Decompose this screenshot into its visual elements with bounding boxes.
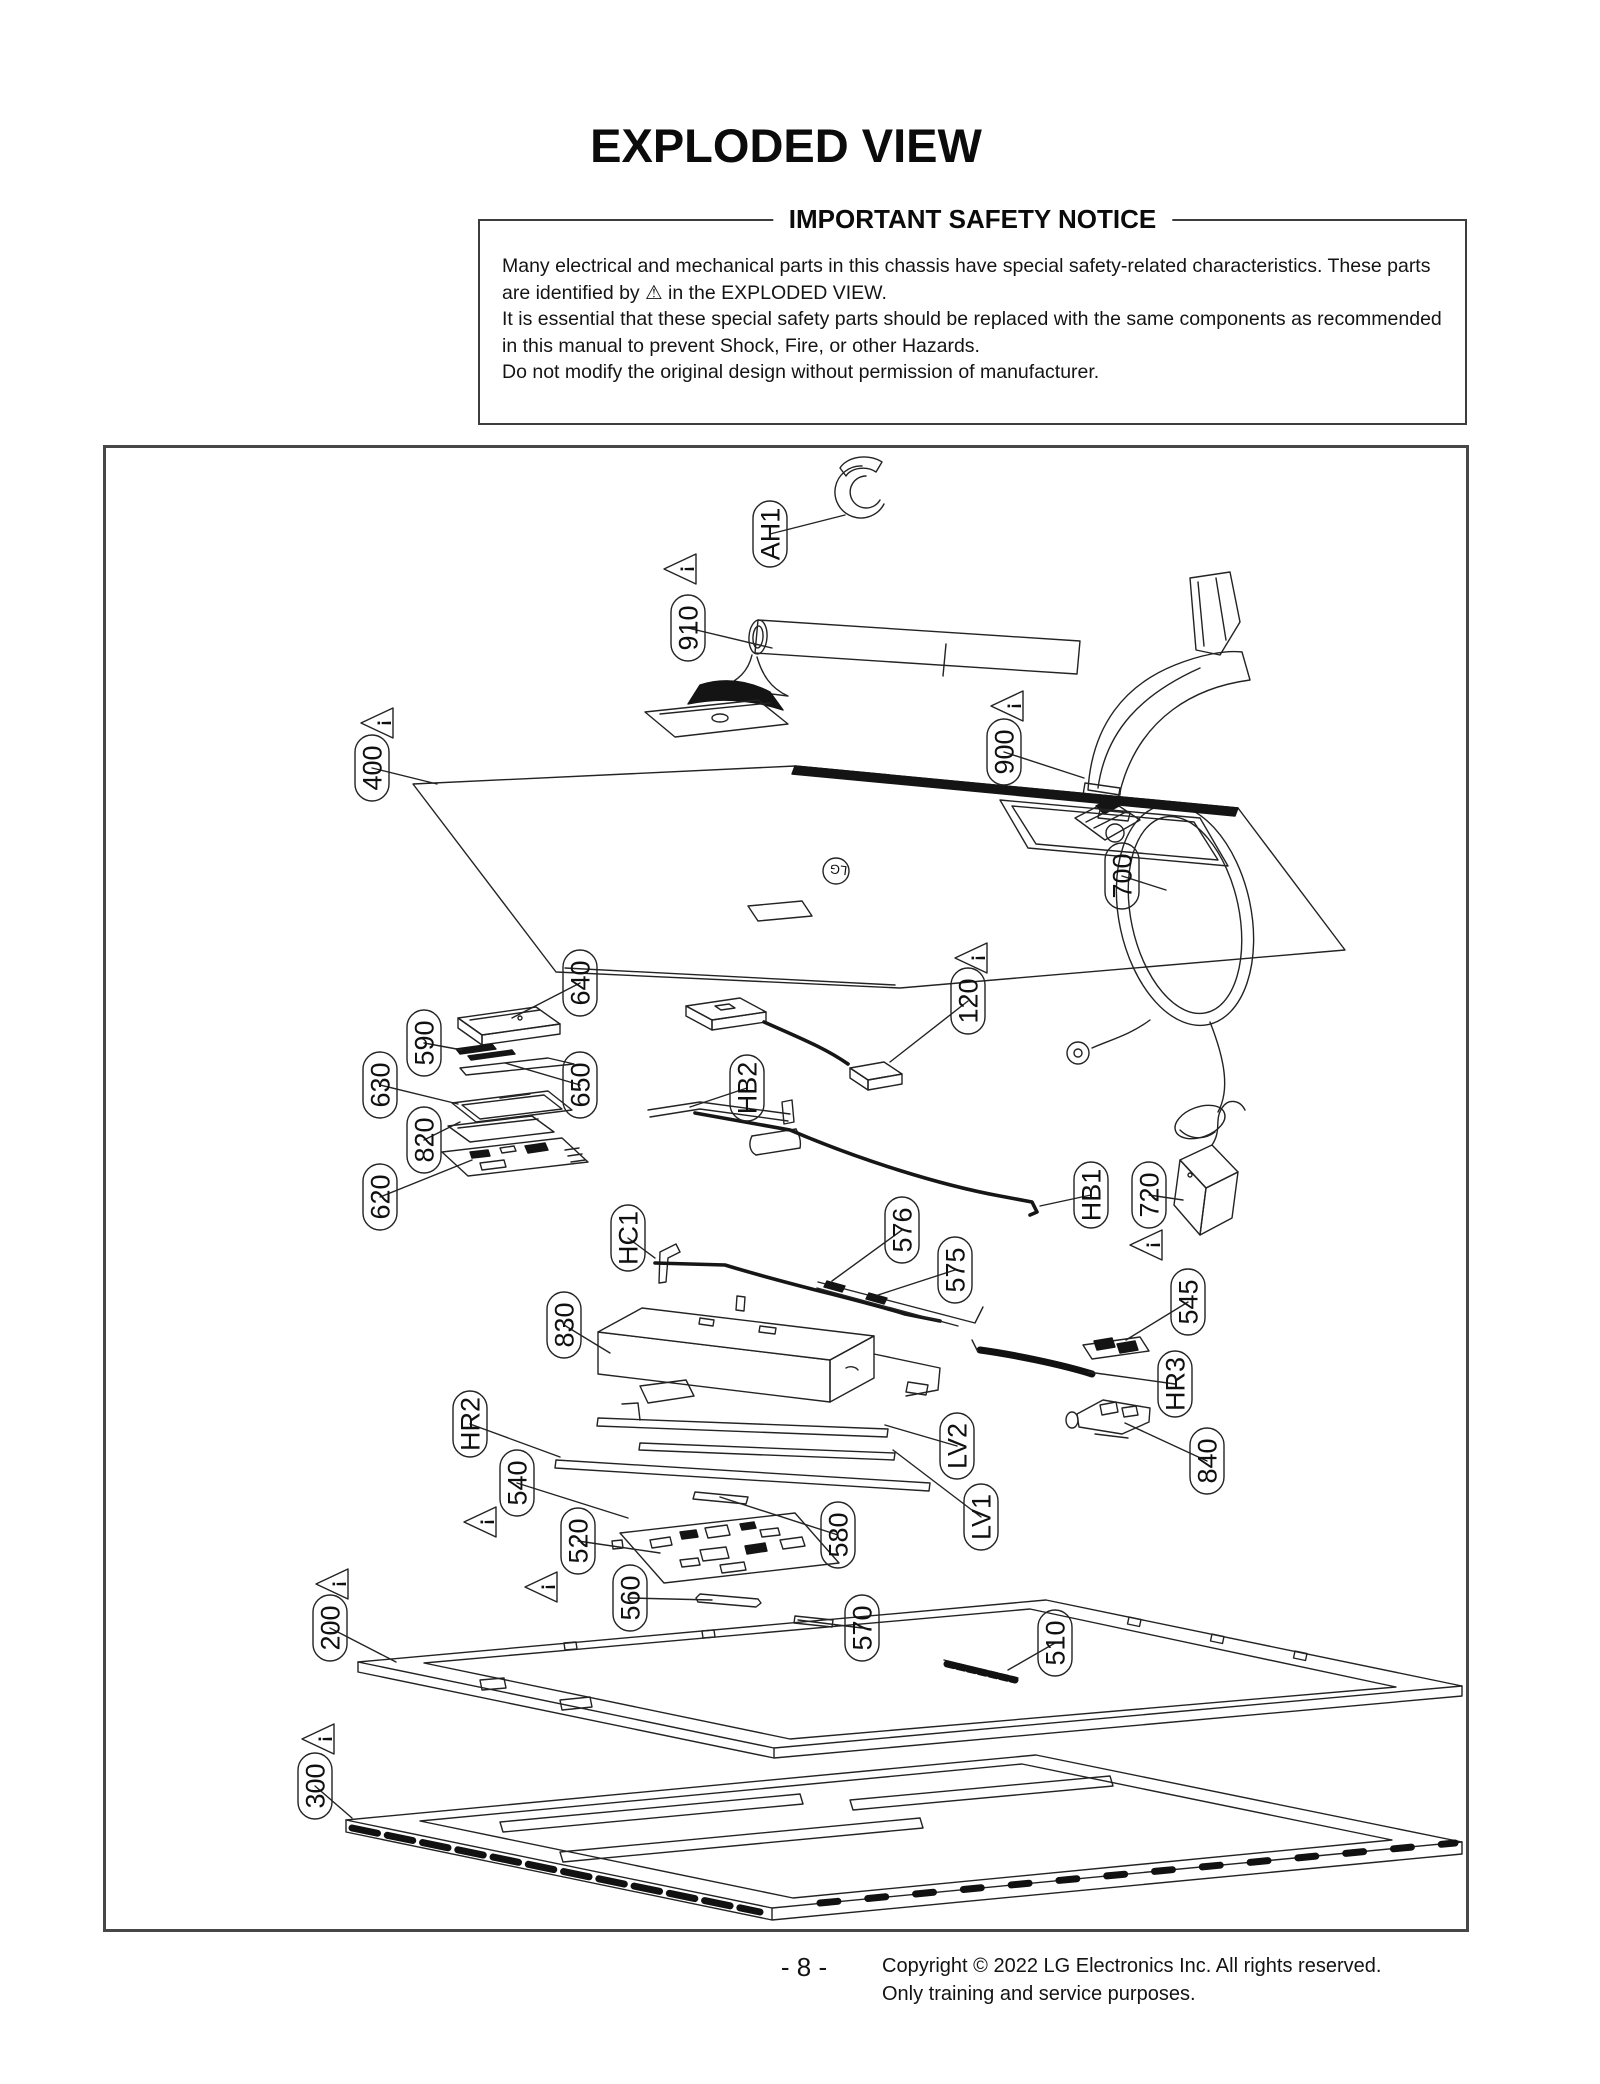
strips-590-650-art [456, 1044, 574, 1075]
safety-notice-title: IMPORTANT SAFETY NOTICE [773, 204, 1172, 235]
svg-text:900: 900 [989, 729, 1020, 775]
part-label-ah1 [753, 501, 845, 567]
panel-module-art [346, 1755, 1462, 1920]
purpose-line: Only training and service purposes. [882, 1982, 1196, 2005]
svg-text:HC1: HC1 [613, 1210, 644, 1266]
connector-120-art [686, 998, 902, 1090]
sheet-820-art [448, 1116, 554, 1142]
notice-line: are identified by ⚠ in the EXPLODED VIEW. [502, 281, 887, 304]
svg-text:!: ! [313, 1735, 335, 1743]
warning-icon [664, 554, 696, 584]
svg-text:LV1: LV1 [966, 1493, 997, 1541]
svg-text:!: ! [372, 719, 394, 727]
svg-text:LV2: LV2 [942, 1422, 973, 1470]
svg-text:580: 580 [823, 1512, 854, 1558]
part-label-576 [832, 1197, 919, 1281]
svg-text:HB2: HB2 [732, 1061, 763, 1115]
bar-hr3-art [972, 1340, 1092, 1374]
back-cover-art [413, 766, 1345, 988]
part-label-560 [613, 1565, 712, 1631]
svg-text:LG: LG [828, 861, 849, 879]
svg-text:!: ! [475, 1518, 497, 1526]
notice-line: Do not modify the original design without permission of manufacturer. [502, 361, 1100, 383]
svg-text:650: 650 [565, 1062, 596, 1108]
middle-frame-art [358, 1600, 1462, 1758]
board-620-art [442, 1138, 588, 1176]
part-label-lv2 [885, 1413, 974, 1479]
stand-base-art [1083, 572, 1250, 800]
warning-icon [525, 1572, 557, 1602]
svg-text:840: 840 [1192, 1438, 1223, 1484]
svg-text:!: ! [1002, 702, 1024, 710]
part-label-hc1 [611, 1205, 655, 1271]
main-board-art [612, 1513, 839, 1583]
stand-column-art [645, 619, 1080, 737]
copyright-line: Copyright © 2022 LG Electronics Inc. All rights reserved. [882, 1955, 1382, 1977]
board-640-art [458, 1007, 560, 1045]
svg-text:510: 510 [1040, 1620, 1071, 1666]
svg-text:300: 300 [300, 1763, 331, 1809]
svg-text:HR2: HR2 [455, 1396, 486, 1452]
power-adapter-art [1174, 1101, 1245, 1235]
warning-icon [991, 691, 1023, 721]
part-label-640 [512, 950, 597, 1018]
svg-text:!: ! [675, 565, 697, 573]
svg-text:!: ! [1141, 1241, 1163, 1249]
part-label-hr3 [1088, 1351, 1192, 1417]
svg-text:400: 400 [357, 745, 388, 791]
svg-text:575: 575 [940, 1247, 971, 1293]
part-label-620 [363, 1160, 472, 1230]
svg-text:910: 910 [673, 605, 704, 651]
part-label-hb2 [690, 1055, 764, 1121]
svg-text:200: 200 [315, 1605, 346, 1651]
hinge-clip-art [835, 457, 884, 518]
svg-text:HB1: HB1 [1076, 1168, 1107, 1222]
svg-text:!: ! [327, 1580, 349, 1588]
shield-830-art [598, 1296, 940, 1403]
notice-line: in this manual to prevent Shock, Fire, or other Hazards. [502, 334, 980, 357]
part-label-hb1 [1040, 1162, 1108, 1228]
part-label-200 [313, 1569, 396, 1662]
page-number: - 8 - [780, 1952, 828, 1982]
board-545-art [1083, 1337, 1149, 1359]
part-label-820 [407, 1107, 460, 1173]
part-label-400 [355, 708, 437, 801]
svg-text:545: 545 [1173, 1279, 1204, 1325]
svg-text:HR3: HR3 [1160, 1356, 1191, 1412]
bars-lv-hr-art [555, 1403, 930, 1491]
part-label-580 [720, 1497, 855, 1568]
part-label-300 [298, 1724, 352, 1819]
part-label-900 [987, 691, 1084, 785]
svg-text:AH1: AH1 [755, 507, 786, 561]
svg-text:620: 620 [365, 1174, 396, 1220]
part-label-120 [890, 943, 987, 1062]
svg-text:520: 520 [563, 1518, 594, 1564]
page-title: EXPLODED VIEW [590, 119, 982, 172]
part-label-830 [547, 1292, 610, 1358]
svg-text:830: 830 [549, 1302, 580, 1348]
svg-text:630: 630 [365, 1062, 396, 1108]
svg-text:120: 120 [953, 978, 984, 1024]
part-label-720 [1130, 1162, 1183, 1260]
warning-icon [464, 1507, 496, 1537]
notice-line: Many electrical and mechanical parts in this chassis have special safety-related characteristics. These parts [502, 255, 1431, 277]
svg-text:570: 570 [847, 1605, 878, 1651]
svg-text:820: 820 [409, 1117, 440, 1163]
svg-text:576: 576 [887, 1207, 918, 1253]
part-label-590 [407, 1010, 462, 1076]
svg-text:540: 540 [502, 1460, 533, 1506]
strip-580-art [693, 1492, 748, 1504]
part-label-510 [1008, 1610, 1072, 1676]
warning-icon [1130, 1230, 1162, 1260]
footer-copyright [882, 1953, 1381, 2008]
notice-line: It is essential that these special safety parts should be replaced with the same components as recommended [502, 308, 1442, 330]
warning-icon [302, 1724, 334, 1754]
svg-text:!: ! [536, 1583, 558, 1591]
wire-hb1-art [695, 1113, 1037, 1215]
svg-text:640: 640 [565, 960, 596, 1006]
signal-cable-art [1067, 792, 1273, 1145]
part-label-840 [1125, 1423, 1224, 1494]
led-bar-510-art [944, 1660, 1018, 1680]
warning-icon [361, 708, 393, 738]
part-label-545 [1126, 1269, 1205, 1340]
svg-text:560: 560 [615, 1575, 646, 1621]
svg-text:700: 700 [1107, 853, 1138, 899]
svg-text:590: 590 [409, 1020, 440, 1066]
assembly-840-art [1066, 1400, 1150, 1438]
part-label-hr2 [453, 1391, 560, 1457]
svg-text:!: ! [966, 954, 988, 962]
tray-630-art [452, 1091, 572, 1122]
svg-text:720: 720 [1134, 1172, 1165, 1218]
